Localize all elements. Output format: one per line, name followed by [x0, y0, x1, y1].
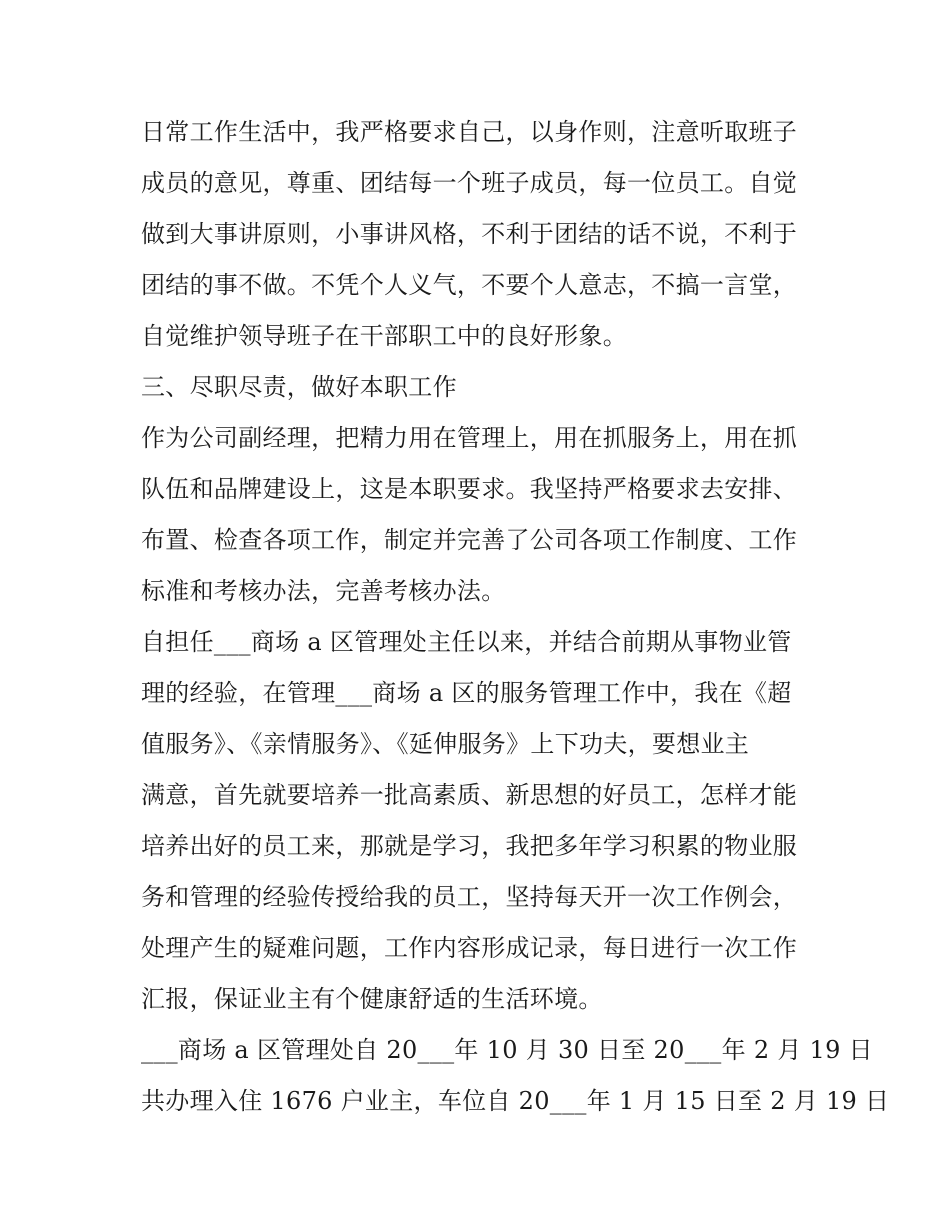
- document-body: [141, 107, 890, 1127]
- text-line: 做到大事讲原则，小事讲风格，不利于团结的话不说，不利于: [141, 220, 798, 248]
- text-line: 作为公司副经理，把精力用在管理上，用在抓服务上，用在抓: [141, 424, 798, 452]
- text-line: 汇报，保证业主有个健康舒适的生活环境。: [141, 985, 603, 1013]
- text-line: ___商场 a 区管理处自 20___年 10 月 30 日至 20___年 2 月 19 日: [141, 1036, 873, 1064]
- text-line: 理的经验，在管理___商场 a 区的服务管理工作中，我在《超: [141, 679, 792, 707]
- text-line: 布置、检查各项工作，制定并完善了公司各项工作制度、工作: [141, 526, 798, 554]
- text-line: 处理产生的疑难问题，工作内容形成记录，每日进行一次工作: [141, 934, 798, 962]
- text-line: 自觉维护领导班子在干部职工中的良好形象。: [141, 322, 627, 350]
- text-line: 团结的事不做。不凭个人义气，不要个人意志，不搞一言堂，: [141, 271, 798, 299]
- text-line: 值服务》、《亲情服务》、《延伸服务》上下功夫，要想业主: [141, 730, 750, 758]
- text-line: 共办理入住 1676 户业主，车位自 20___年 1 月 15 日至 2 月 19 日: [141, 1087, 890, 1115]
- text-line: 日常工作生活中，我严格要求自己，以身作则，注意听取班子: [141, 118, 798, 146]
- text-line: 满意，首先就要培养一批高素质、新思想的好员工，怎样才能: [141, 781, 798, 809]
- text-line: 培养出好的员工来，那就是学习，我把多年学习积累的物业服: [141, 832, 798, 860]
- text-line: 成员的意见，尊重、团结每一个班子成员，每一位员工。自觉: [141, 169, 798, 197]
- text-line: 队伍和品牌建设上，这是本职要求。我坚持严格要求去安排、: [141, 475, 798, 503]
- text-line: 标准和考核办法，完善考核办法。: [141, 577, 506, 605]
- section-heading: 三、尽职尽责，做好本职工作: [141, 373, 457, 401]
- text-line: 务和管理的经验传授给我的员工，坚持每天开一次工作例会，: [141, 883, 798, 911]
- text-line: 自担任___商场 a 区管理处主任以来，并结合前期从事物业管: [141, 628, 792, 656]
